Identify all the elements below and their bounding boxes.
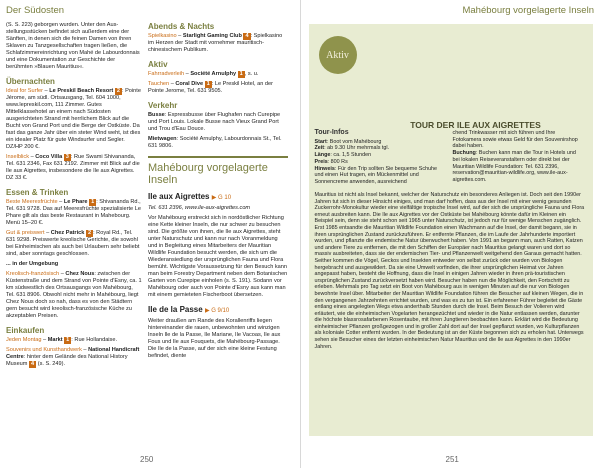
- heading-shopping: Einkaufen: [6, 326, 45, 335]
- shop-entry-2: Souvenirs und Kunsthandwerk – National Handicraft Centre: hinter dem Gelände des National History Museum 4 (s. S. 249).: [6, 347, 140, 367]
- entry-text: : Le Preskil Hotel, an der Pointe Jerome, Tel. 631 9505.: [148, 81, 273, 94]
- entry-text: : Rue Swami Shivananda, Tel. 631 2346, Fax 631 2192. Zimmer mit Blick auf die Ile aux Aigrettes, insbesondere die Ile aux Aigrettes. DZ 33 €.: [6, 154, 140, 181]
- tour-price: Preis: 800 Rs: [314, 158, 348, 165]
- venue-name: Starlight Gaming Club: [182, 33, 242, 39]
- heading-evening: Abends & Nachts: [148, 22, 215, 31]
- venue-name: Le Phare: [63, 199, 88, 205]
- map-number: 4: [31, 361, 35, 367]
- entry-text: , s. u.: [244, 71, 259, 77]
- car-label: Mietwagen: [148, 136, 177, 142]
- tag: Beste Meeresfrüchte: [6, 199, 58, 205]
- map-reference: ▶ G 9/10: [204, 308, 230, 314]
- map-number: 4: [245, 33, 249, 39]
- entry-text: : Rue Hollandaise.: [71, 337, 118, 343]
- map-number: 2: [87, 230, 92, 236]
- running-head-left: Der Südosten: [6, 5, 65, 16]
- venue-name: Coco Villa: [35, 154, 63, 160]
- tag: Inselblick: [6, 154, 30, 160]
- food-near-heading: ... in der Umgebung: [6, 261, 59, 267]
- tour-body-text: Mauritius ist nicht als Insel bekannt, welcher der Naturschutz ein besonderes Anliegen ist. Doch seit den 1990er Jahren tut sich in dieser Hinsicht einiges, und man darf hoffen, dass aus der Insel mit einer wenig gesunden Zuckerrohr-Monokultur wieder eine vielfältige tropische Insel wird, auf der sich die ursprüngliche Fauna und Flora erneut ausbreiten kann. Die Ile aux Aigrettes vor der Ostküste bei Mahébourg könnte dafür im Kleinen ein Beispiel sein, denn sie steht schon seit 1965 unter Naturschutz, ist jedoch nur für wenige Menschen zugänglich. Erst 1985 entsandte die Mauritian Wildlife Foundation einen Wachmann auf die Insel, der damit begann, sie in ihren ursprünglichen Zustand zurückzuführen. Er entfernte Pflanzen, die im Laufe der Jahrhunderte importiert wurden, und pflanzte die endemische Natur überwuchert haben. Von 1991 an begann man, auch Ratten, Katzen und andere Tiere zu entfernen, die mit den Schiffen der Europäer nach Mauritius gelangt waren und dort so massiv ausbreiteten, dass sie der endemischen Tier- und Pflanzenwelt weitgehend den Garaus gemacht hatten. Seither kommen die Vögel, Geckos und Insekten entweder von selbst zurück oder wurden von Biologen hergebracht und ausgewildert. Da sie eine Umwelt vorfinden, die ihrer ursprünglichen Heimat vor Jahren angepasst haben, besteht die Hoffnung, dass die Insel in einigen Jahren wieder in ihren prä-touristischen ursprünglichen Zustand zurückversetzt haben wird. Besucher haben nun die Möglichkeit, den Fortschritt zu erleben. Mehrmals pro Tag setzt ein Boot von Mahébourg aus in wenigen Minuten auf die nur von Biologen bewohnte Insel über. Mitarbeiter der Mauritian Wildlife Foundation führen die Besucher auf kleinen Wegen, die in den vergangenen Jahrzehnten errichtet wurden, und was es zu tun ist. Ein erfahrener Führer begleitet die Gäste entlang eines angelegten Wegs etwa anderthalb Stunden durch die Insel. Beim Besuch der Volieren wird erläutert, wie die einheimischen Vogelarten herangezüchtet und wieder in die Natur entlassen werden, darunter die höchste blassrosafarbenen Rosentaube, mit ihren Jungtieren beobachten kann. Erklärt wird die Bedeutung einheimischer Pflanzen großgezogen und in großer Zahl dort auf der Insel gepflanzt wurden, wo Kulturpflanzen als koloniale Cotter entfernt wurden. In der Bedeutung ist an der Küste begonnen sich zu erholen hat. Unterwegs sehen sie Besucher eines der letzten einheimischen Natur Mauritius und die Ile aux Aigrettes in den 1990er Jahren.: [314, 192, 585, 350]
- island-title: Ile de la Passe: [148, 305, 203, 314]
- tour-info-col-2: [453, 130, 585, 186]
- venue-name: Markt: [47, 337, 63, 343]
- entry-text-end: (s. S. 249).: [37, 361, 66, 367]
- tag: Spielkasino: [148, 33, 177, 39]
- tag: Jeden Montag: [6, 337, 42, 343]
- activ-box: [309, 24, 593, 436]
- left-column-2: [148, 22, 288, 371]
- island-text-1: Vor Mahébourg erstreckt sich in nordöstlicher Richtung eine Kette kleiner Inseln, die nur schwer zu besuchen sind. Die größte von ihnen, die Ile aux Aigrettes, steht unter Naturschutz und kann nur nach Voranmeldung und in Begleitung eines Mitarbeiters der Mauritian Wildlife Foundation besucht werden, die sich um die Wiederansiedlung der ursprünglichen Fauna und Flora bemüht. Wichtigste Voraussetzung für den Besuch kann man beim Forestry Department neben dem Botanischen Garten von Curepipe einholen (s. S. 191). Sodann vor Mahébourg oder auch von Pointe d'Esny aus kann man mit einem gemieteten Fischerboot übersetzen.: [148, 215, 288, 298]
- heading-transport: Verkehr: [148, 101, 178, 110]
- left-column-1: [6, 22, 142, 371]
- map-number: 1: [239, 71, 243, 77]
- map-number: 2: [116, 88, 120, 94]
- map-ref-text: G 9/10: [211, 308, 230, 314]
- tour-info-title: Tour-Infos: [314, 129, 349, 136]
- tag: Fahrradverleih: [148, 71, 185, 77]
- transport-bus: [148, 112, 288, 133]
- bus-text: : Expressbusse über Flughafen nach Curepipe und Port Louis. Lokale Busse nach Vieux Grand Port und Trou d'Eau Douce.: [148, 112, 281, 132]
- tour-time: Zeit: ab 9.30 Uhr mehrmals tgl.: [314, 145, 390, 152]
- venue-name: Société Arnulphy: [190, 71, 237, 77]
- evening-entry-1: Spielkasino – Starlight Gaming Club 4 : Spielkasino im Herzen der Stadt mit vornehmer mauritisch-chinesischem Publikum.: [148, 33, 283, 53]
- entry-text: : Shivananda Rd., Tel. 631 9728. Das auf Meeresfrüchte spezialisierte Le Phare gilt als das beste Restaurant in Mahebourg. Menü 15–20 €.: [6, 199, 141, 226]
- venue-name: Coral Dive: [175, 81, 204, 87]
- section-title: Mahébourg vorgelagerte Inseln: [148, 156, 288, 186]
- heading-overnight: Übernachten: [6, 77, 55, 86]
- island-text-2: Weiter draußen am Rande des Korallenriffs liegen hintereinander die rauen, unbewohnten und winzigen Inseln Ile de la Passe, Ile Mariane, Ile Vacoas, Ile aux Fous und Ile aux Fouquets, die Mahébourg-Passage. Die Ile de la Passe, auf der sich eine kleine Festung befindet, diente: [148, 318, 281, 359]
- map-ref-text: G 10: [218, 195, 232, 201]
- tour-duration: Länge: ca. 1,5 Stunden: [314, 152, 372, 159]
- heading-activ: Aktiv: [148, 60, 168, 69]
- food-entry-1: Beste Meeresfrüchte – Le Phare 1 : Shivananda Rd., Tel. 631 9728. Das auf Meeresfrüchte spezialisierte Le Phare gilt als das beste Restaurant in Mahebourg. Menü 15–20 €.: [6, 199, 141, 226]
- venue-name: Chez Nous: [65, 271, 95, 277]
- right-page: [301, 0, 600, 468]
- car-text: : Société Arnulphy, Labourdonnais St., Tel. 631 9806.: [148, 136, 282, 149]
- map-number: 1: [91, 199, 95, 205]
- overnight-entry-1: Ideal for Surfer – Le Preskil Beach Resort 2 : Pointe Jérome, am südl. Ortsausgang, Tel. 604 1000, www.lepreskil.com, 111 Zimmer. Gutes Mittelklassehotel an einem nach Südosten ausgerichteten Strand mit herrlichem Blick auf die Bucht von Grand Port und die Berge der Ostküste. Da fast das ganze Jahr über ein steter Wind weht, ist dies ein idealer Platz für gute Windsurfer und Segler. DZ/HP 200 €.: [6, 88, 141, 150]
- venue-name: National Handicraft Centre: [6, 347, 140, 360]
- tour-info: [315, 130, 585, 186]
- island-heading-2: [148, 305, 288, 316]
- tour-start: Start: Boot vom Mahébourg: [314, 138, 382, 145]
- bus-label: Busse: [148, 112, 165, 118]
- island-title: Ile aux Aigrettes: [148, 192, 210, 201]
- food-entry-2: Gut & preiswert – Chez Patrick 2 : Royal Rd., Tel. 631 9298. Preiswerte kreolische Gerichte, die sowohl bei Einheimischen als auch bei Urlaubern sehr beliebt sind, aber sonntags geschlossen.: [6, 230, 140, 257]
- running-head-right: Mahébourg vorgelagerte Inseln: [462, 5, 594, 16]
- activ-entry-2: Tauchen – Coral Dive 1 : Le Preskil Hotel, an der Pointe Jerome, Tel. 631 9505.: [148, 81, 273, 94]
- heading-food: Essen & Trinken: [6, 188, 69, 197]
- tour-info-continued: chend Trinkwasser mit sich führen und Ihre Fotokamera sowie etwas Geld für den Souvenirshop dabei haben.: [452, 130, 578, 150]
- tag: Ideal for Surfer: [6, 88, 43, 94]
- tag: Tauchen: [148, 81, 170, 87]
- entry-text: : Spielkasino im Herzen der Stadt mit vornehmer mauritisch-chinesischem Publikum.: [148, 33, 283, 53]
- tour-info-col-1: [315, 130, 447, 186]
- page-number-right: 251: [445, 455, 459, 464]
- map-reference: ▶ G 10: [211, 195, 232, 201]
- shop-entry-1: Jeden Montag – Markt 1 : Rue Hollandaise.: [6, 337, 118, 343]
- tag: Souvenirs und Kunsthandwerk: [6, 347, 82, 353]
- tag: Gut & preiswert: [6, 230, 45, 236]
- activ-badge: Aktiv: [319, 36, 357, 74]
- entry-text: : Pointe Jérome, am südl. Ortsausgang, Tel. 604 1000, www.lepreskil.com, 111 Zimmer. Gutes Mittelklassehotel an einem nach Südosten ausgerichteten Strand mit herrlichem Blick auf die Bucht von Grand Port und die Berge der Ostküste. Da fast das ganze Jahr über ein steter Wind weht, ist dies ein idealer Platz für gute Windsurfer und Segler. DZ/HP 200 €.: [6, 88, 141, 150]
- map-number: 3: [65, 154, 69, 160]
- activ-entry-1: Fahrradverleih – Société Arnulphy 1 , s. u.: [148, 71, 259, 77]
- food-entry-3: Kreolisch-französisch – Chez Nous: zwischen der Küstenstraße und dem Strand von Pointe d'Esny, ca. 1 km südwestlich des Ortsausgangs von Mahébourg, Tel. 631 8906. Obwohl nicht mehr in Mahébourg, liegt Chez Nous doch so nah, dass es von den Städtern gern besucht wird kreolisch-französische Küche zu akzeptablen Preisen.: [6, 271, 142, 319]
- map-number: 1: [66, 337, 70, 343]
- island-heading-1: [148, 192, 288, 203]
- venue-name: Chez Patrick: [50, 230, 85, 236]
- transport-car: [148, 136, 288, 150]
- tour-title: TOUR DER ILE AUX AIGRETTES: [410, 120, 541, 130]
- tour-hint: Hinweis: Für den Trip sollten Sie bequeme Schuhe und einen Hut tragen, ein Mückenmittel und Sonnencreme anwenden, ausreichend: [314, 165, 438, 185]
- entry-text: : hinter dem Gelände des National History Museum: [6, 354, 128, 367]
- left-columns: [0, 22, 300, 371]
- entry-text: : zwischen der Küstenstraße und dem Strand von Pointe d'Esny, ca. 1 km südwestlich des Ortsausgangs von Mahébourg, Tel. 631 8906. Obwohl nicht mehr in Mahébourg, liegt Chez Nous doch so nah, dass es von den Städtern gern besucht wird kreolisch-französische Küche zu akzeptablen Preisen.: [6, 271, 142, 319]
- venue-name: Le Preskil Beach Resort: [49, 88, 114, 94]
- overnight-entry-2: Inselblick – Coco Villa 3 : Rue Swami Shivananda, Tel. 631 2346, Fax 631 2192. Zimmer mit Blick auf die Ile aux Aigrettes, insbesondere die Ile aux Aigrettes. DZ 33 €.: [6, 154, 140, 181]
- island-meta: Tel. 631 2396, www.ile-aux-aigrettes.com: [148, 205, 251, 211]
- map-number: 1: [206, 81, 210, 87]
- entry-text: : Royal Rd., Tel. 631 9298. Preiswerte kreolische Gerichte, die sowohl bei Einheimischen als auch bei Urlaubern sehr beliebt sind, aber sonntags geschlossen.: [6, 230, 140, 257]
- page-number-left: 250: [140, 455, 154, 464]
- tour-booking: Buchung: Buchen kann man die Tour in Hotels und bei lokalen Reiseveranstaltern oder direkt bei der Mauritian Wildlife Foundation: Tel. 631 2396, reservation@mauritian-wildlife.org, www.ile-aux-aigrettes.com.: [452, 150, 576, 183]
- intro-text: (S. S. 223) geborgen wurden. Unter den Aus-stellungsstücken befindet sich außerdem eine der Sänften, in denen sich die feinen Damen von ihren Sklaven zu Tanzgesellschaften tragen ließen, die Schlafzimmereinrichtung von Mahé de Labourdonnais und eine Dokumentation zur Geschichte der berühmten »Blauen Mauritius«.: [6, 22, 140, 70]
- tag: Kreolisch-französisch: [6, 271, 60, 277]
